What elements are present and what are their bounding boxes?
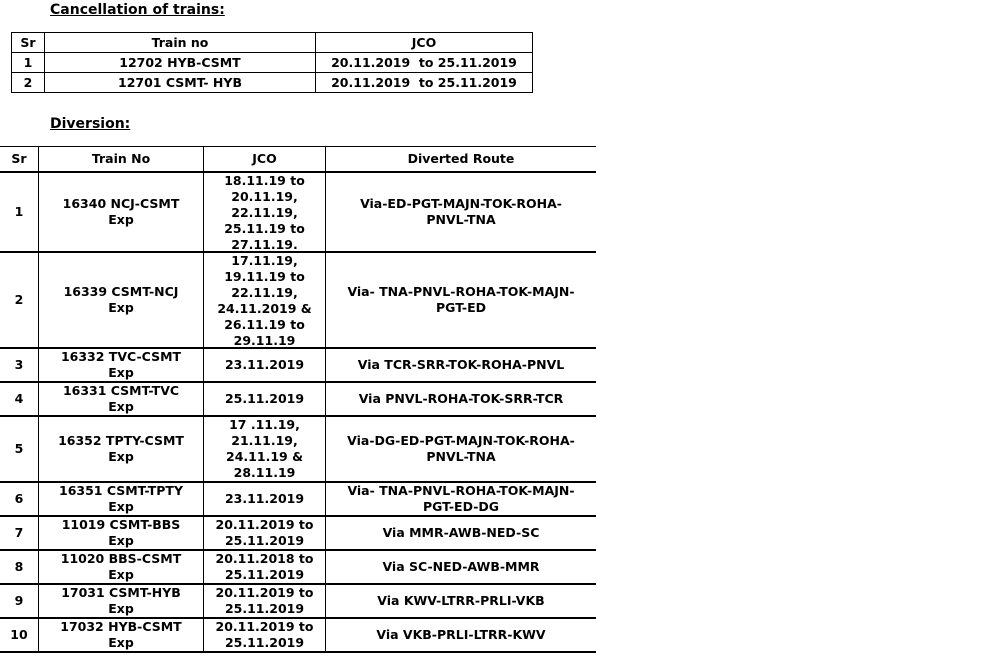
- diversion-table-body: [0, 172, 596, 652]
- diversion-jco-cell-text: 25.11.2019: [224, 391, 305, 406]
- cancellation-heading: Cancellation of trains:: [50, 2, 225, 18]
- cancellation-header-sr: Sr: [12, 33, 45, 53]
- diversion-sr-cell-text: 6: [14, 491, 24, 506]
- diversion-route-cell-text: Via- TNA-PNVL-ROHA-TOK-MAJN- PGT-ED: [347, 284, 575, 315]
- diversion-route-cell-text: Via SC-NED-AWB-MMR: [382, 559, 540, 574]
- diversion-train-cell: [39, 618, 204, 652]
- diversion-row: [0, 252, 596, 348]
- cancellation-table: [11, 32, 533, 93]
- diversion-train-cell-text: 16340 NCJ-CSMT Exp: [62, 196, 180, 227]
- diversion-sr-cell-text: 4: [14, 391, 24, 406]
- diversion-row: [0, 416, 596, 482]
- diversion-jco-cell: [204, 584, 326, 618]
- diversion-route-cell: [326, 584, 597, 618]
- diversion-route-cell: [326, 618, 597, 652]
- diversion-sr-cell-text: 9: [14, 593, 24, 608]
- diversion-train-cell: [39, 172, 204, 252]
- diversion-sr-cell-text: 2: [14, 292, 24, 307]
- diversion-route-cell-text: Via TCR-SRR-TOK-ROHA-PNVL: [357, 357, 565, 372]
- diversion-header-sr: Sr: [0, 147, 39, 173]
- cancellation-header-jco: JCO: [316, 33, 533, 53]
- diversion-jco-cell-text: 20.11.2019 to 25.11.2019: [215, 585, 314, 616]
- diversion-sr-cell-text: 8: [14, 559, 24, 574]
- diversion-row: [0, 550, 596, 584]
- diversion-route-cell: [326, 482, 597, 516]
- cancellation-jco-cell: 20.11.2019 to 25.11.2019: [316, 53, 533, 73]
- cancellation-train-cell: 12702 HYB-CSMT: [45, 53, 316, 73]
- diversion-jco-cell-text: 20.11.2019 to 25.11.2019: [215, 619, 314, 650]
- cancellation-sr-cell: 1: [12, 53, 45, 73]
- diversion-sr-cell: [0, 172, 39, 252]
- diversion-train-cell: [39, 416, 204, 482]
- diversion-train-cell: [39, 382, 204, 416]
- diversion-heading: Diversion:: [50, 116, 131, 132]
- diversion-sr-cell: [0, 382, 39, 416]
- diversion-route-cell: [326, 172, 597, 252]
- diversion-route-cell: [326, 550, 597, 584]
- diversion-sr-cell: [0, 618, 39, 652]
- diversion-header-route: Diverted Route: [326, 147, 597, 173]
- diversion-route-cell-text: Via- TNA-PNVL-ROHA-TOK-MAJN- PGT-ED-DG: [347, 483, 575, 514]
- diversion-train-cell-text: 17032 HYB-CSMT Exp: [60, 619, 182, 650]
- diversion-jco-cell: [204, 482, 326, 516]
- diversion-sr-cell: [0, 482, 39, 516]
- diversion-train-cell-text: 16332 TVC-CSMT Exp: [60, 349, 182, 380]
- cancellation-header-row: [12, 33, 533, 53]
- diversion-route-cell: [326, 382, 597, 416]
- diversion-jco-cell: [204, 618, 326, 652]
- diversion-jco-cell: [204, 172, 326, 252]
- diversion-train-cell-text: 16352 TPTY-CSMT Exp: [58, 433, 184, 464]
- diversion-train-cell-text: 16351 CSMT-TPTY Exp: [59, 483, 183, 514]
- diversion-train-cell-text: 16339 CSMT-NCJ Exp: [63, 284, 179, 315]
- diversion-route-cell-text: Via PNVL-ROHA-TOK-SRR-TCR: [358, 391, 564, 406]
- diversion-jco-cell-text: 18.11.19 to 20.11.19, 22.11.19, 25.11.19 to 27.11.19.: [224, 173, 305, 251]
- diversion-route-cell: [326, 416, 597, 482]
- diversion-row: [0, 618, 596, 652]
- diversion-row: [0, 482, 596, 516]
- diversion-jco-cell: [204, 382, 326, 416]
- diversion-jco-cell: [204, 516, 326, 550]
- diversion-jco-cell: [204, 416, 326, 482]
- cancellation-sr-cell: 2: [12, 73, 45, 93]
- diversion-row: [0, 348, 596, 382]
- cancellation-row: [12, 73, 533, 93]
- diversion-sr-cell-text: 1: [14, 204, 24, 219]
- diversion-table: [0, 146, 596, 653]
- diversion-jco-cell: [204, 252, 326, 348]
- diversion-jco-cell-text: 17 .11.19, 21.11.19, 24.11.19 & 28.11.19: [226, 417, 303, 480]
- cancellation-train-cell: 12701 CSMT- HYB: [45, 73, 316, 93]
- diversion-route-cell: [326, 516, 597, 550]
- diversion-train-cell-text: 16331 CSMT-TVC Exp: [62, 383, 180, 414]
- diversion-sr-cell: [0, 252, 39, 348]
- diversion-sr-cell-text: 3: [14, 357, 24, 372]
- diversion-train-cell: [39, 348, 204, 382]
- diversion-jco-cell: [204, 348, 326, 382]
- diversion-jco-cell: [204, 550, 326, 584]
- diversion-sr-cell: [0, 516, 39, 550]
- diversion-train-cell: [39, 516, 204, 550]
- diversion-train-cell: [39, 252, 204, 348]
- diversion-sr-cell-text: 7: [14, 525, 24, 540]
- diversion-train-cell: [39, 584, 204, 618]
- diversion-route-cell: [326, 348, 597, 382]
- diversion-header-row: [0, 147, 596, 173]
- diversion-route-cell-text: Via-DG-ED-PGT-MAJN-TOK-ROHA- PNVL-TNA: [347, 433, 575, 464]
- cancellation-header-train-no: Train no: [45, 33, 316, 53]
- diversion-row: [0, 516, 596, 550]
- diversion-route-cell-text: Via MMR-AWB-NED-SC: [382, 525, 540, 540]
- diversion-route-cell-text: Via VKB-PRLI-LTRR-KWV: [376, 627, 546, 642]
- diversion-sr-cell: [0, 550, 39, 584]
- diversion-row: [0, 172, 596, 252]
- diversion-sr-cell-text: 10: [10, 627, 28, 642]
- diversion-train-cell-text: 11020 BBS-CSMT Exp: [60, 551, 182, 582]
- diversion-route-cell-text: Via KWV-LTRR-PRLI-VKB: [377, 593, 545, 608]
- diversion-jco-cell-text: 20.11.2018 to 25.11.2019: [215, 551, 314, 582]
- diversion-jco-cell-text: 20.11.2019 to 25.11.2019: [215, 517, 314, 548]
- diversion-row: [0, 584, 596, 618]
- diversion-route-cell-text: Via-ED-PGT-MAJN-TOK-ROHA- PNVL-TNA: [360, 196, 562, 227]
- diversion-sr-cell: [0, 584, 39, 618]
- diversion-route-cell: [326, 252, 597, 348]
- diversion-jco-cell-text: 23.11.2019: [224, 357, 305, 372]
- diversion-sr-cell: [0, 416, 39, 482]
- diversion-sr-cell: [0, 348, 39, 382]
- diversion-train-cell-text: 11019 CSMT-BBS Exp: [61, 517, 181, 548]
- diversion-sr-cell-text: 5: [14, 441, 24, 456]
- diversion-header-train-no: Train No: [39, 147, 204, 173]
- diversion-jco-cell-text: 17.11.19, 19.11.19 to 22.11.19, 24.11.2019 & 26.11.19 to 29.11.19: [217, 253, 312, 347]
- diversion-train-cell: [39, 550, 204, 584]
- cancellation-jco-cell: 20.11.2019 to 25.11.2019: [316, 73, 533, 93]
- diversion-train-cell-text: 17031 CSMT-HYB Exp: [61, 585, 181, 616]
- diversion-train-cell: [39, 482, 204, 516]
- diversion-jco-cell-text: 23.11.2019: [224, 491, 305, 506]
- diversion-row: [0, 382, 596, 416]
- diversion-header-jco: JCO: [204, 147, 326, 173]
- cancellation-row: [12, 53, 533, 73]
